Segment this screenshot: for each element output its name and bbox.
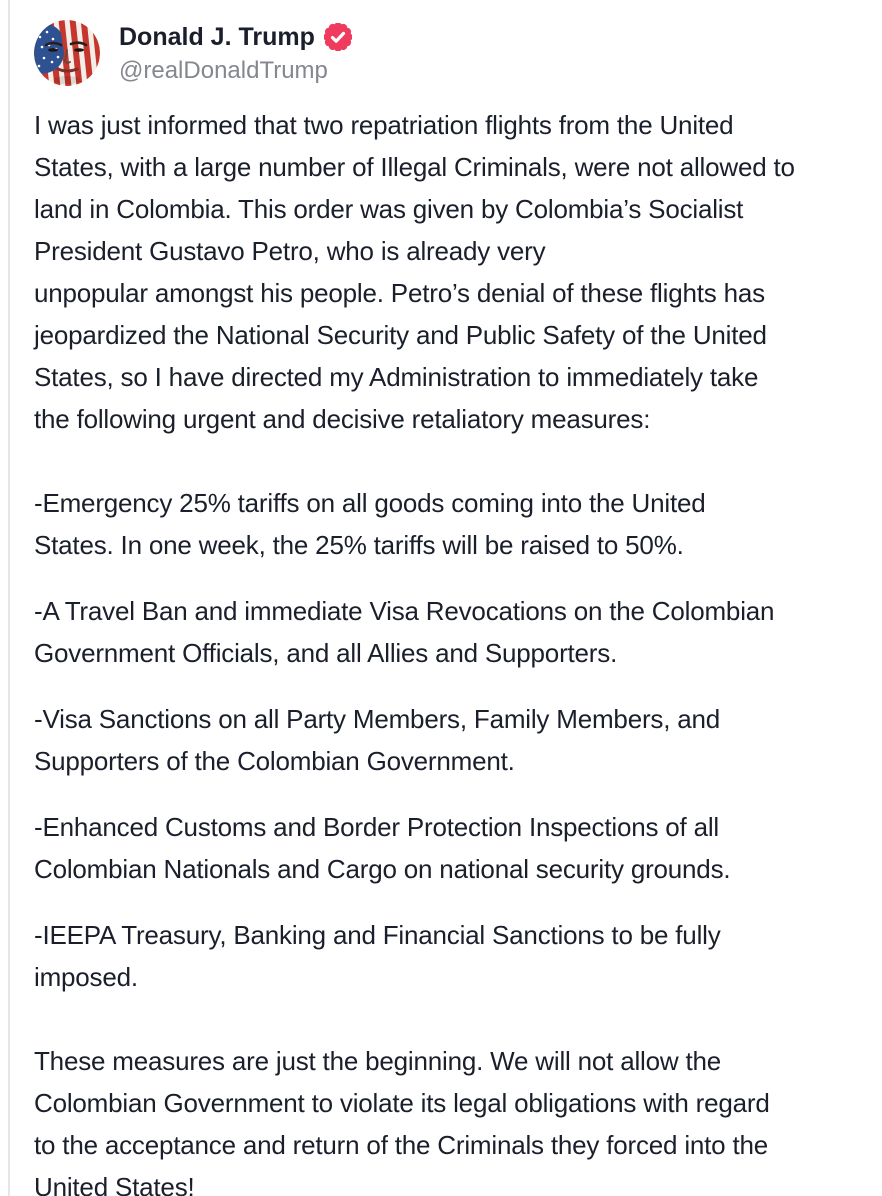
post-line: States, with a large number of Illegal Criminals, were not allowed to	[34, 152, 795, 182]
author-name[interactable]: Donald J. Trump	[119, 22, 315, 51]
post-line: Colombian Government to violate its legal obligations with regard	[34, 1088, 770, 1118]
post-line: imposed.	[34, 962, 138, 992]
post-line: These measures are just the beginning. We will not allow the	[34, 1046, 722, 1076]
post-line: Supporters of the Colombian Government.	[34, 746, 515, 776]
post-line: President Gustavo Petro, who is already very	[34, 236, 546, 266]
post-line: unpopular amongst his people. Petro’s denial of these flights has	[34, 278, 765, 308]
quote-left-border	[8, 0, 10, 1196]
author-name-row	[119, 22, 352, 52]
post-paragraph	[34, 1040, 882, 1196]
post-line: Government Officials, and all Allies and Supporters.	[34, 638, 618, 668]
post-body	[34, 104, 882, 1196]
post-line: United States!	[34, 1172, 195, 1196]
post-line: I was just informed that two repatriation flights from the United	[34, 110, 734, 140]
post-line: land in Colombia. This order was given by Colombia’s Socialist	[34, 194, 744, 224]
flag-face-avatar-image	[34, 20, 100, 86]
post-line: States, so I have directed my Administration to immediately take	[34, 362, 759, 392]
avatar[interactable]	[34, 20, 100, 86]
verified-badge-icon	[324, 23, 352, 51]
post-line: -IEEPA Treasury, Banking and Financial Sanctions to be fully	[34, 920, 721, 950]
post-line: the following urgent and decisive retaliatory measures:	[34, 404, 651, 434]
post-header	[34, 20, 882, 86]
post-line: to the acceptance and return of the Criminals they forced into the	[34, 1130, 769, 1160]
post-line: -Enhanced Customs and Border Protection Inspections of all	[34, 812, 720, 842]
post-line: Colombian Nationals and Cargo on national security grounds.	[34, 854, 731, 884]
post-line: jeopardized the National Security and Public Safety of the United	[34, 320, 767, 350]
post-line: -A Travel Ban and immediate Visa Revocations on the Colombian	[34, 596, 775, 626]
post-paragraph	[34, 806, 882, 890]
post-line: -Emergency 25% tariffs on all goods coming into the United	[34, 488, 706, 518]
post-paragraph	[34, 698, 882, 782]
author-handle[interactable]: @realDonaldTrump	[119, 56, 328, 84]
author-block	[119, 22, 352, 85]
post-paragraph	[34, 104, 882, 440]
post-line: States. In one week, the 25% tariffs will be raised to 50%.	[34, 530, 684, 560]
post-paragraph	[34, 482, 882, 566]
post-paragraph	[34, 914, 882, 998]
post-paragraph	[34, 590, 882, 674]
post-line: -Visa Sanctions on all Party Members, Family Members, and	[34, 704, 721, 734]
